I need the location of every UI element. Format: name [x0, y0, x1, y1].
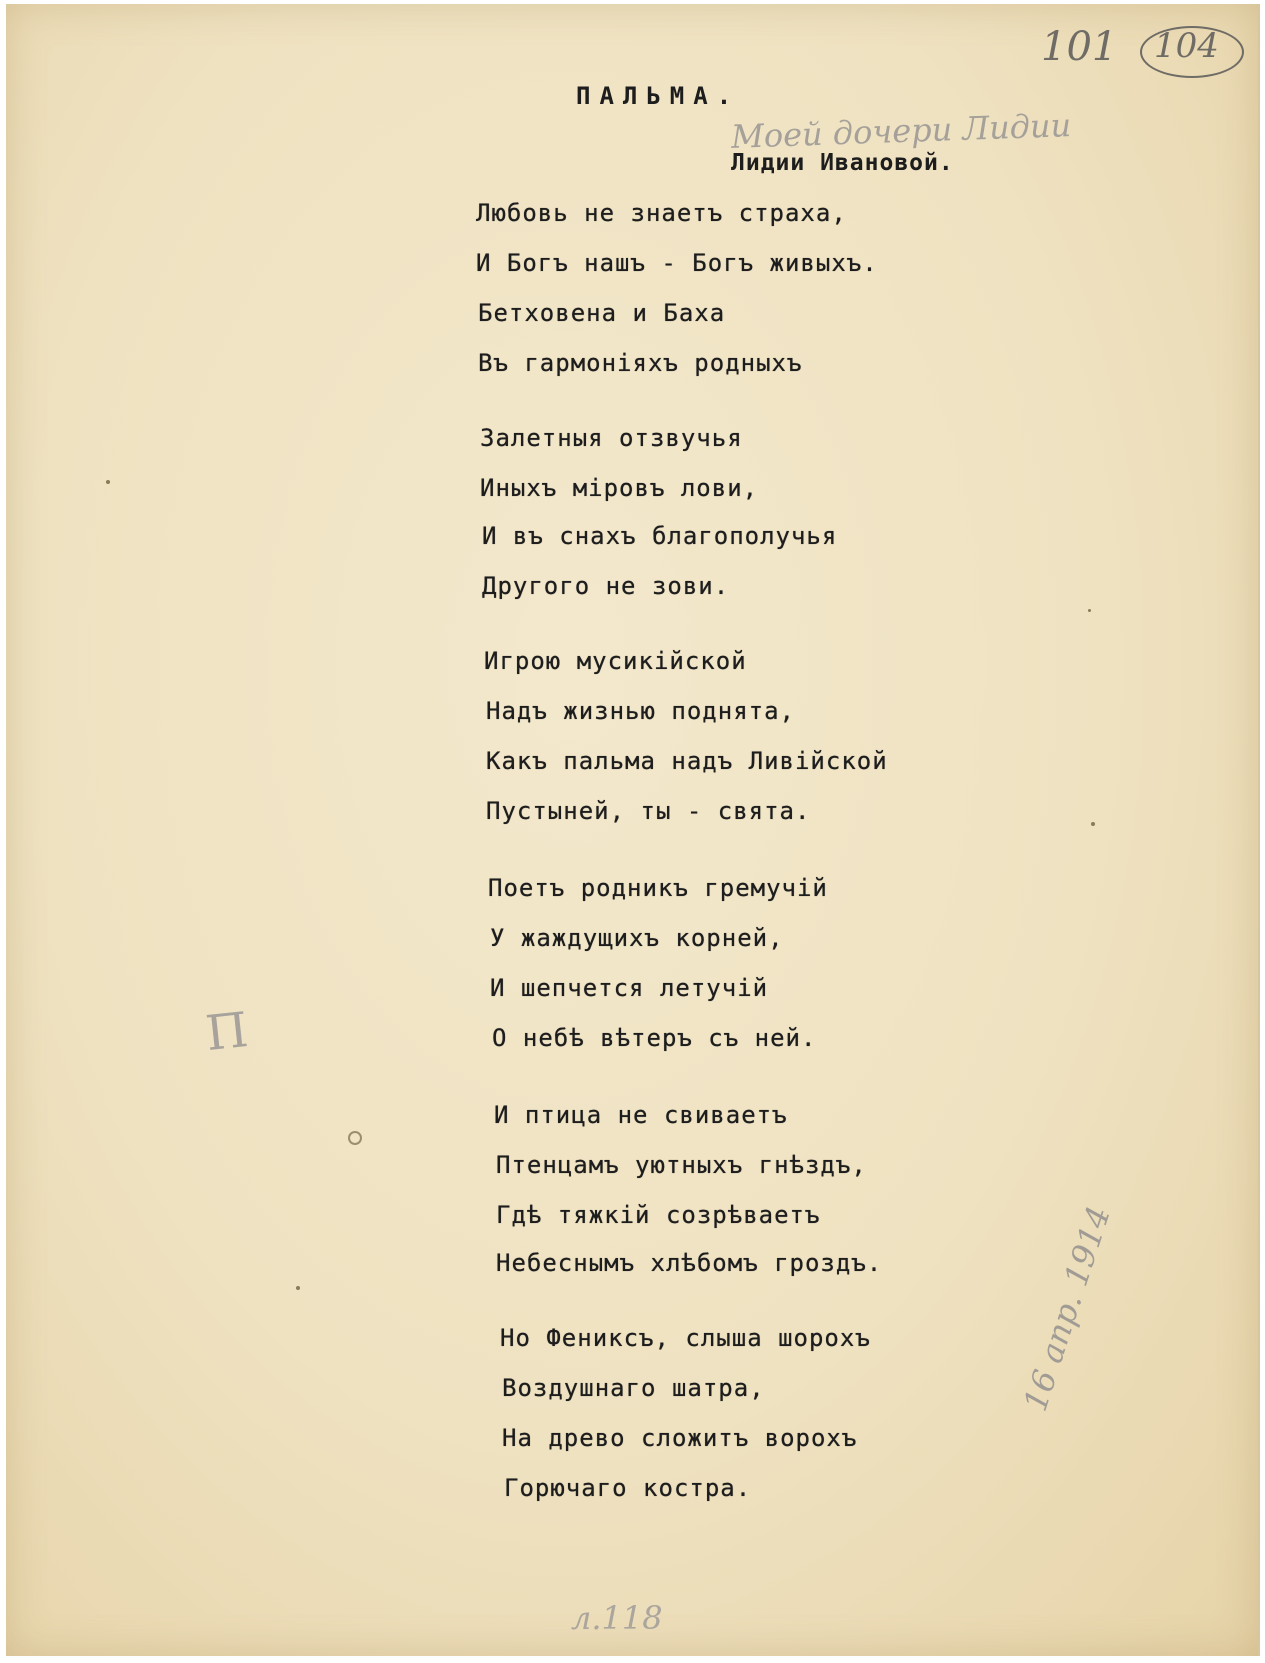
paper-hole: [348, 1131, 362, 1145]
list-number: л.118: [571, 1599, 663, 1637]
poem-line: У жаждущихъ корней,: [490, 924, 784, 952]
poem-line: И Богъ нашъ - Богъ живыхъ.: [476, 249, 878, 277]
poem-line: Бетховена и Баха: [478, 299, 726, 327]
paper-speck: [1088, 609, 1091, 612]
poem-line: Любовь не знаетъ страха,: [476, 199, 847, 227]
poem-line: Пустыней, ты - свята.: [486, 797, 811, 825]
poem-line: О небѣ вѣтеръ съ ней.: [492, 1024, 817, 1052]
poem-line: Другого не зови.: [482, 572, 730, 600]
paper-speck: [296, 1286, 300, 1290]
poem-line: И шепчется летучій: [490, 974, 769, 1002]
pencil-mark: П: [203, 1001, 251, 1063]
typed-dedication: Лидии Ивановой.: [731, 150, 954, 176]
poem-line: Горючаго костра.: [504, 1474, 752, 1502]
poem-line: Залетныя отзвучья: [480, 424, 743, 452]
poem-line: И птица не свиваетъ: [494, 1101, 788, 1129]
folio-number: 104: [1154, 26, 1219, 66]
poem-line: Въ гармоніяхъ родныхъ: [478, 349, 803, 377]
poem-line: Гдѣ тяжкій созрѣваетъ: [496, 1201, 821, 1229]
poem-line: Надъ жизнью поднята,: [486, 697, 795, 725]
poem-line: Какъ пальма надъ Ливійской: [486, 747, 888, 775]
pencil-date: 16 апр. 1914: [1016, 1201, 1118, 1416]
poem-line: Игрою мусикійской: [484, 647, 747, 675]
poem-line: Птенцамъ уютныхъ гнѣздъ,: [496, 1151, 867, 1179]
archive-number: 101: [1041, 24, 1118, 70]
pencil-dedication: Моей дочери Лидии: [730, 106, 1072, 156]
poem-line: Но Фениксъ, слыша шорохъ: [500, 1324, 871, 1352]
poem-line: На древо сложитъ ворохъ: [502, 1424, 858, 1452]
poem-line: И въ снахъ благополучья: [482, 522, 838, 550]
paper-speck: [1091, 822, 1095, 826]
poem-line: Небеснымъ хлѣбомъ гроздъ.: [496, 1249, 883, 1277]
paper-sheet: [6, 4, 1260, 1656]
paper-speck: [106, 480, 110, 484]
poem-line: Воздушнаго шатра,: [502, 1374, 765, 1402]
poem-line: Поетъ родникъ гремучій: [488, 874, 828, 902]
poem-title: ПАЛЬМА.: [576, 82, 741, 110]
poem-line: Иныхъ міровъ лови,: [480, 474, 759, 502]
